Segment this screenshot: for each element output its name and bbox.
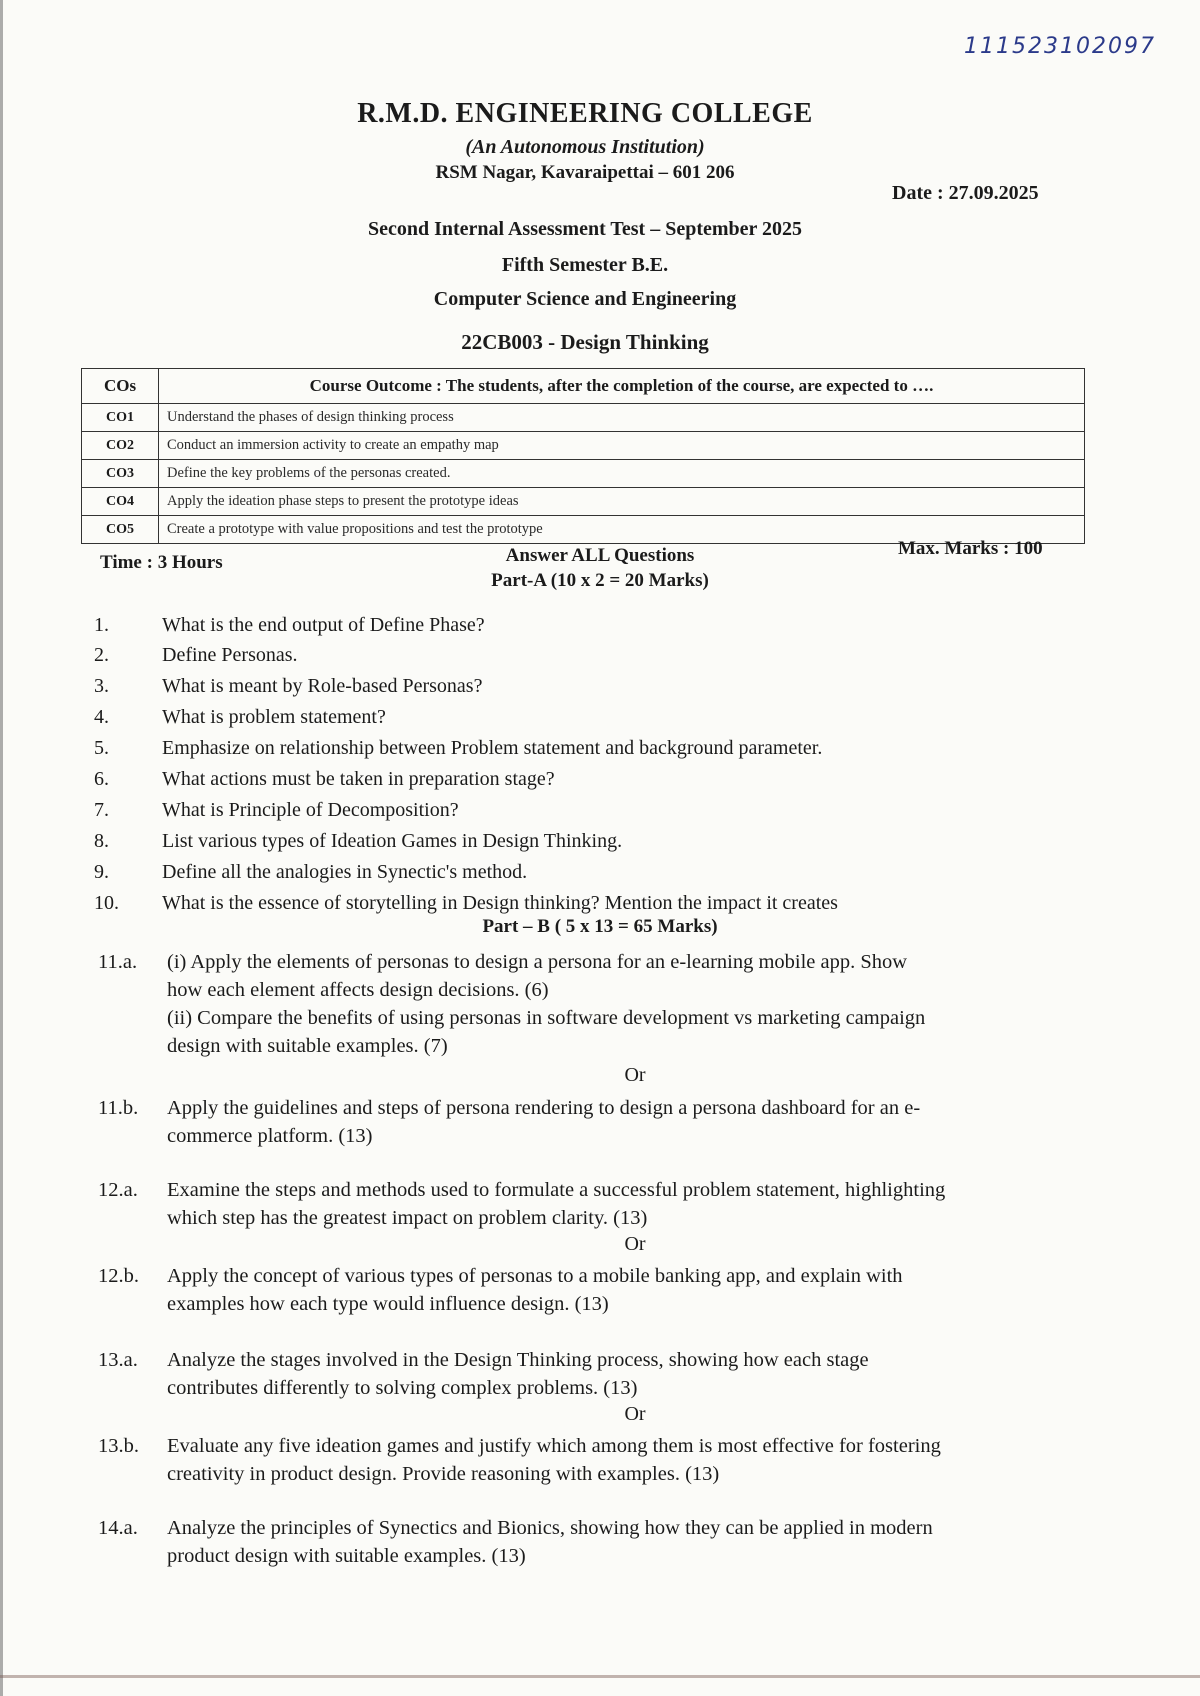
part-b-title: Part – B ( 5 x 13 = 65 Marks) xyxy=(482,916,718,937)
question-line: Examine the steps and methods used to formulate a successful problem statement, highlighting xyxy=(167,1179,946,1201)
col-header-code: COs xyxy=(82,369,159,404)
question-line: (ii) Compare the benefits of using personas in software development vs marketing campaign xyxy=(167,1007,926,1029)
question-number: 7. xyxy=(94,799,109,821)
co-desc: Apply the ideation phase steps to present the prototype ideas xyxy=(159,488,1085,516)
question-number: 13.a. xyxy=(98,1349,138,1371)
question-line: creativity in product design. Provide reasoning with examples. (13) xyxy=(167,1463,720,1485)
co-desc: Create a prototype with value propositions and test the prototype xyxy=(159,516,1085,544)
question-number: 1. xyxy=(94,614,109,636)
semester: Fifth Semester B.E. xyxy=(501,254,669,276)
question-line: product design with suitable examples. (13) xyxy=(167,1545,526,1567)
question-number: 12.b. xyxy=(98,1265,139,1287)
question-text xyxy=(167,1432,1097,1488)
question-line: design with suitable examples. (7) xyxy=(167,1035,448,1057)
part-a-title: Part-A (10 x 2 = 20 Marks) xyxy=(491,570,709,591)
question-text: What is the end output of Define Phase? xyxy=(162,614,485,636)
question-number: 12.a. xyxy=(98,1179,138,1201)
question-text: What is the essence of storytelling in Design thinking? Mention the impact it creates xyxy=(162,892,838,914)
question-number: 10. xyxy=(94,892,119,914)
question-text: What is Principle of Decomposition? xyxy=(162,799,459,821)
table-row xyxy=(82,488,1085,516)
college-name: R.M.D. ENGINEERING COLLEGE xyxy=(357,98,813,129)
co-code: CO1 xyxy=(82,404,159,432)
question-line: Apply the guidelines and steps of persona rendering to design a persona dashboard for an e- xyxy=(167,1097,921,1119)
question-number: 9. xyxy=(94,861,109,883)
question-text xyxy=(167,948,1097,1060)
question-number: 3. xyxy=(94,675,109,697)
question-line: Evaluate any five ideation games and justify which among them is most effective for fostering xyxy=(167,1435,941,1457)
question-line: how each element affects design decisions. (6) xyxy=(167,979,549,1001)
question-text xyxy=(167,1262,1097,1318)
question-number: 11.a. xyxy=(98,951,138,973)
question-text: Define all the analogies in Synectic's method. xyxy=(162,861,528,883)
or-separator: Or xyxy=(624,1233,646,1255)
question-number: 14.a. xyxy=(98,1517,138,1539)
question-text: List various types of Ideation Games in Design Thinking. xyxy=(162,830,623,852)
col-header-desc: Course Outcome : The students, after the completion of the course, are expected to …. xyxy=(159,369,1085,404)
question-text: Emphasize on relationship between Problem statement and background parameter. xyxy=(162,737,823,759)
table-row xyxy=(82,432,1085,460)
question-text: What is meant by Role-based Personas? xyxy=(162,675,483,697)
question-text: Define Personas. xyxy=(162,644,298,666)
max-marks: Max. Marks : 100 xyxy=(898,538,1043,559)
question-text: What actions must be taken in preparation stage? xyxy=(162,768,555,790)
college-address: RSM Nagar, Kavaraipettai – 601 206 xyxy=(435,162,735,183)
course-outcomes-table xyxy=(81,368,1085,544)
question-line: Apply the concept of various types of personas to a mobile banking app, and explain with xyxy=(167,1265,903,1287)
question-text xyxy=(167,1514,1097,1570)
co-code: CO4 xyxy=(82,488,159,516)
question-number: 5. xyxy=(94,737,109,759)
answer-all-instruction: Answer ALL Questions xyxy=(505,545,695,566)
co-desc: Understand the phases of design thinking process xyxy=(159,404,1085,432)
co-code: CO3 xyxy=(82,460,159,488)
question-number: 13.b. xyxy=(98,1435,139,1457)
question-text xyxy=(167,1176,1097,1232)
page-edge-bottom xyxy=(0,1675,1200,1678)
or-separator: Or xyxy=(624,1403,646,1425)
table-header-row xyxy=(82,369,1085,404)
question-line: Analyze the stages involved in the Design Thinking process, showing how each stage xyxy=(167,1349,869,1371)
table-row xyxy=(82,404,1085,432)
question-line: Analyze the principles of Synectics and Bionics, showing how they can be applied in modern xyxy=(167,1517,933,1539)
test-name: Second Internal Assessment Test – September 2025 xyxy=(367,218,803,240)
question-number: 11.b. xyxy=(98,1097,139,1119)
co-code: CO2 xyxy=(82,432,159,460)
question-line: which step has the greatest impact on problem clarity. (13) xyxy=(167,1207,648,1229)
exam-duration: Time : 3 Hours xyxy=(100,552,223,573)
autonomous-label: (An Autonomous Institution) xyxy=(465,136,705,158)
question-number: 4. xyxy=(94,706,109,728)
exam-date: Date : 27.09.2025 xyxy=(892,182,1039,204)
department: Computer Science and Engineering xyxy=(433,288,737,310)
question-number: 6. xyxy=(94,768,109,790)
co-desc: Conduct an immersion activity to create an empathy map xyxy=(159,432,1085,460)
table-row xyxy=(82,460,1085,488)
co-code: CO5 xyxy=(82,516,159,544)
question-line: commerce platform. (13) xyxy=(167,1125,373,1147)
handwritten-roll-number: 111523102097 xyxy=(964,34,1156,59)
question-line: examples how each type would influence design. (13) xyxy=(167,1293,609,1315)
question-text xyxy=(167,1346,1097,1402)
question-number: 8. xyxy=(94,830,109,852)
question-text xyxy=(167,1094,1097,1150)
question-text: What is problem statement? xyxy=(162,706,386,728)
or-separator: Or xyxy=(624,1064,646,1086)
question-line: contributes differently to solving complex problems. (13) xyxy=(167,1377,638,1399)
question-line: (i) Apply the elements of personas to design a persona for an e-learning mobile app. Show xyxy=(167,951,908,973)
co-desc: Define the key problems of the personas created. xyxy=(159,460,1085,488)
course-title: 22CB003 - Design Thinking xyxy=(461,330,709,354)
question-number: 2. xyxy=(94,644,109,666)
